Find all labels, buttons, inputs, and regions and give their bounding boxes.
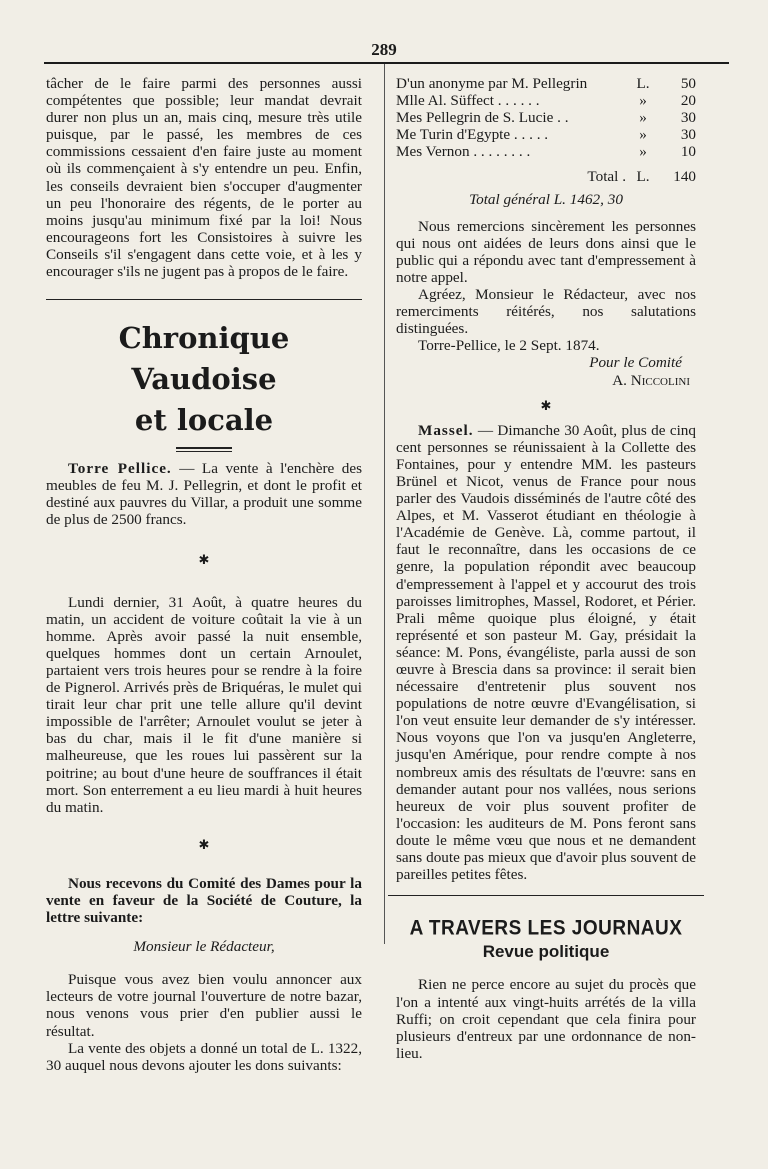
grand-total: Total général L. 1462, 30 — [469, 190, 623, 208]
title-ornament-rule — [176, 447, 232, 452]
letter-paragraph-2: La vente des objets a donné un total de L. 1322, 30 auquel nous devons ajouter les dons suivants: — [46, 1039, 362, 1074]
donor-currency: » — [639, 109, 647, 127]
thanks-paragraph: Nous remercions sincèrement les personnes qui nous ont aidées de leurs dons ainsi que le public qui a répondu avec tant d'empressement à notre appel. — [396, 217, 696, 286]
letter-salutation: Monsieur le Rédacteur, — [133, 938, 275, 956]
signature-name: A. Niccolini — [612, 371, 690, 389]
donor-name: Mlle Al. Süffect . . . . . . — [396, 92, 540, 110]
total-amount: 140 — [673, 168, 696, 186]
date-line: Torre-Pellice, le 2 Sept. 1874. — [418, 337, 600, 355]
donor-amount: 50 — [680, 75, 696, 92]
donor-currency: » — [639, 126, 647, 144]
section-rule — [46, 299, 362, 300]
closing-paragraph: Agréez, Monsieur le Rédacteur, avec nos remerciments réitérés, nos salutations distinguées. — [396, 286, 696, 338]
torre-pellice-news — [46, 460, 362, 528]
donor-amount: 20 — [680, 92, 696, 110]
politics-review-title: Revue politique — [482, 942, 610, 962]
letter-intro: Nous recevons du Comité des Dames pour la vente en faveur de la Société de Couture, la lettre suivante: — [46, 874, 362, 927]
donor-name: D'un anonyme par M. Pellegrin — [396, 75, 588, 92]
massel-heading: Massel. — [418, 421, 474, 439]
donor-amount: 30 — [680, 109, 696, 127]
section-rule — [388, 895, 704, 896]
signature-committee: Pour le Comité — [589, 354, 682, 372]
right-column — [396, 75, 696, 1062]
massel-news — [396, 422, 696, 884]
donor-name: Mes Pellegrin de S. Lucie . . — [396, 109, 569, 127]
separator-star: ✱ — [198, 836, 210, 852]
accident-news: Lundi dernier, 31 Août, à quatre heures du matin, un accident de voiture coûtait la vie à un homme. Après avoir passé la nuit ensemble, quelques hommes dont un certain Arnoulet, partaient vers trois heures pour se rendre à la foire de Pignerol. Arrivés près de Briquéras, le mulet qui tirait leur char prit une telle allure qu'il devint impossible de l'arrêter; Arnoulet voulut se jeter à bas du char, mais il le fit d'une manière si malheureuse, que les roues lui passèrent sur la poitrine; au bout d'une heure de souffrances il était mort. Son enterrement a eu lieu mardi à huit heures du matin. — [46, 593, 362, 816]
journals-section-title: A TRAVERS LES JOURNAUX — [409, 917, 683, 941]
separator-star: ✱ — [198, 551, 210, 567]
column-divider — [384, 64, 385, 944]
left-column — [46, 75, 362, 1074]
section-title-line-2: et locale — [134, 403, 274, 438]
separator-star: ✱ — [540, 397, 552, 413]
torre-pellice-heading: Torre Pellice. — [68, 460, 172, 478]
continuation-paragraph: tâcher de le faire parmi des personnes aussi compétentes que possible; leur mandat devrait durer non plus un an, mais cinq, mesure très utile puisque, par le passé, les membres de ces commissions cessaient d'en faire juste au moment où ils commençaient à s'y entendre un peu. Enfin, les conseils devraient bien s'occuper d'augmenter un peu l'honoraire des régents, de le porter au moins jusqu'au minimum fixé par la loi! Nous encourageons fort les Consistoires à suivre les Conseils s'il s'engagent dans cette voie, et à les y encourager s'ils ne jugent pas à propos de le faire. — [46, 75, 362, 281]
page-number: 289 — [371, 40, 397, 59]
donor-currency: » — [639, 92, 647, 110]
total-label: Total . — [587, 168, 626, 186]
section-title — [46, 318, 362, 441]
massel-text: — Dimanche 30 Août, plus de cinq cent personnes se réunissaient à la Collette des Fontaines, pour y entendre MM. les pasteurs Brünel et Nicot, venus de France pour nous parler des Vaudois disséminés de l'autre côté des Alpes, et M. Vasserot étudiant en théologie à l'Académie de Genève. Là, comme partout, il faut le reconnaître, dans les occasions de ce genre, la population répondit avec beaucoup d'empressement à l'appel et y accourut des trois paroisses limitrophes, Massel, Rodoret, et Périer. Prali même quoique plus éloigné, y était représenté et son pasteur M. Gay, présidait la séance: M. Pons, évangéliste, parla aussi de son œuvre à Brescia dans sa province: il serait bien nécessaire d'entretenir plus souvent nos populations de notre œuvre d'Evangélisation, si l'on veut ensuite leur demander de s'y intéresser. Nous voyons que l'on va jusqu'en Angleterre, jusqu'en Amérique, pour rendre compte à nos nombreux amis des résultats de l'œuvre: sans en demander autant pour nos vallées, nous serions heureux de voir plus souvent profiter de l'occasion: les auditeurs de M. Pons feront sans doute le même vœu que nous et ne demandent sans doute pas mieux que d'avoir plus souvent de pareilles petites fêtes. — [396, 421, 696, 884]
donation-list — [396, 75, 696, 186]
donor-name: Me Turin d'Egypte . . . . . — [396, 126, 549, 144]
letter-paragraph-1: Puisque vous avez bien voulu annoncer aux lecteurs de votre journal l'ouverture de notre bazar, nous venons vous prier d'en publier aussi le résultat. — [46, 971, 362, 1040]
total-currency: L. — [636, 168, 650, 186]
donor-amount: 30 — [680, 126, 696, 144]
donor-amount: 10 — [680, 143, 696, 161]
section-title-line-1: Chronique Vaudoise — [118, 321, 290, 397]
donor-currency: » — [639, 143, 647, 161]
donor-name: Mes Vernon . . . . . . . . — [396, 143, 531, 161]
header-rule — [44, 62, 729, 64]
donor-currency: L. — [636, 75, 650, 92]
torre-pellice-text: — La vente à l'enchère des meubles de feu M. J. Pellegrin, et dont le profit et destiné aux pauvres du Villar, a produit une somme de plus de 2500 francs. — [46, 460, 362, 529]
politics-review-paragraph: Rien ne perce encore au sujet du procès que l'on a intenté aux vingt-huits arrétés de la villa Ruffi; on croit cependant que cela finira pour plusieurs d'entreux par une ordonnance de non-lieu. — [396, 976, 696, 1062]
